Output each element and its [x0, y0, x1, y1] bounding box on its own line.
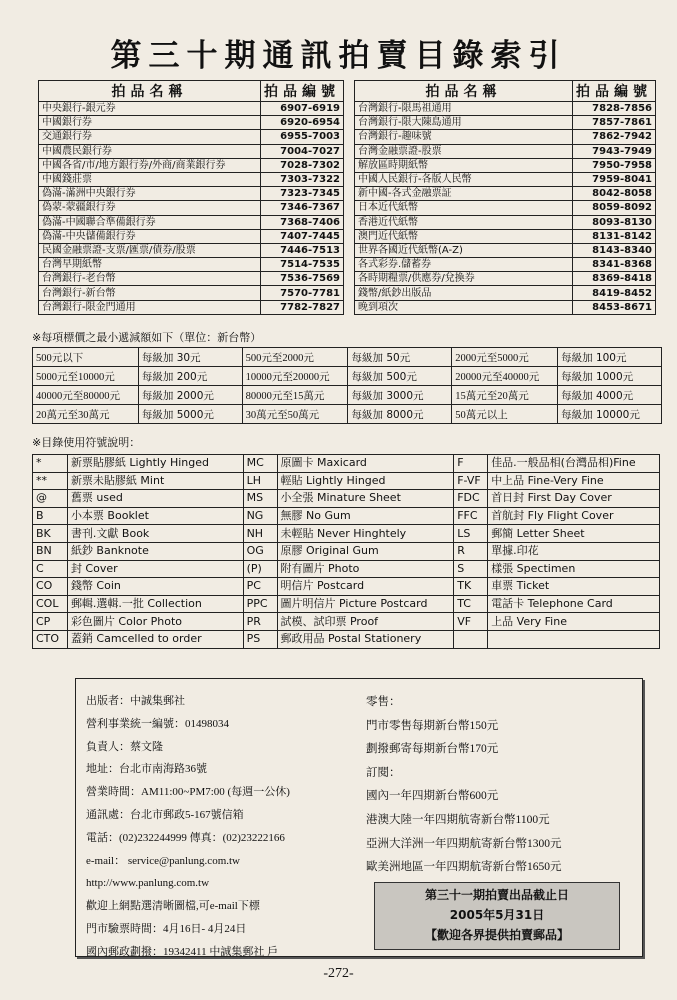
symbol-code: ** — [33, 472, 68, 490]
symbol-code: PS — [243, 630, 277, 648]
symbol-desc — [488, 630, 660, 648]
item-name: 台灣銀行-限金門通用 — [39, 300, 261, 314]
table-row — [355, 201, 656, 215]
item-code: 7862-7942 — [573, 130, 656, 144]
price-range: 20萬元至30萬元 — [33, 405, 139, 424]
item-code: 7368-7406 — [261, 215, 344, 229]
symbol-code: B — [33, 507, 68, 525]
symbol-code: BK — [33, 525, 68, 543]
item-code: 7028-7302 — [261, 158, 344, 172]
item-code: 7950-7958 — [573, 158, 656, 172]
publisher-line: 歡迎上網點選清晰圖檔,可e-mail下標 — [86, 900, 260, 913]
bid-step: 每級加 4000元 — [558, 386, 662, 405]
item-name: 交通銀行券 — [39, 130, 261, 144]
pricing-line: 國內一年四期新台幣600元 — [366, 790, 499, 803]
price-range: 15萬元至20萬元 — [452, 386, 558, 405]
item-code: 7536-7569 — [261, 272, 344, 286]
price-range: 10000元至20000元 — [242, 367, 348, 386]
symbol-code: MS — [243, 490, 277, 508]
bid-step: 每級加 10000元 — [558, 405, 662, 424]
symbol-desc: 郵政用品 Postal Stationery — [277, 630, 454, 648]
price-range: 500元至2000元 — [242, 348, 348, 367]
pricing-info — [366, 691, 562, 880]
symbol-desc: 小全張 Minature Sheet — [277, 490, 454, 508]
table-row — [33, 542, 660, 560]
symbol-desc: 未輕貼 Never Hinghtely — [277, 525, 454, 543]
symbol-desc: 蓋銷 Camcelled to order — [67, 630, 243, 648]
price-range: 2000元至5000元 — [452, 348, 558, 367]
item-name: 偽蒙-蒙疆銀行券 — [39, 201, 261, 215]
symbol-code: @ — [33, 490, 68, 508]
pricing-line: 訂閱： — [366, 766, 401, 779]
pricing-line: 亞洲大洋洲一年四期航寄新台幣1300元 — [366, 837, 562, 850]
publisher-line: 營業時間：AM11:00~PM7:00 (每週一公休) — [86, 786, 290, 799]
symbol-code: CTO — [33, 630, 68, 648]
item-code: 7346-7367 — [261, 201, 344, 215]
pricing-line: 港澳大陸一年四期航寄新台幣1100元 — [366, 813, 550, 826]
price-range: 40000元至80000元 — [33, 386, 139, 405]
price-range: 80000元至15萬元 — [242, 386, 348, 405]
publisher-line: 門市驗票時間：4月16日- 4月24日 — [86, 922, 247, 935]
item-name: 台灣銀行-趣味號 — [355, 130, 573, 144]
table-row — [355, 215, 656, 229]
symbol-code: COL — [33, 595, 68, 613]
symbol-code: NH — [243, 525, 277, 543]
table-row — [39, 229, 344, 243]
item-code: 7407-7445 — [261, 229, 344, 243]
symbol-desc: 附有圖片 Photo — [277, 560, 454, 578]
item-code: 7782-7827 — [261, 300, 344, 314]
item-code: 8419-8452 — [573, 286, 656, 300]
publisher-line: http://www.panlung.com.tw — [86, 877, 210, 890]
item-code: 7959-8041 — [573, 172, 656, 186]
symbol-code: PPC — [243, 595, 277, 613]
price-range: 30萬元至50萬元 — [242, 405, 348, 424]
item-name: 各時期糧票/供應券/兌換券 — [355, 272, 573, 286]
symbol-desc: 原圖卡 Maxicard — [277, 455, 454, 473]
table-row — [355, 102, 656, 116]
symbol-code: LS — [454, 525, 488, 543]
table-row — [39, 158, 344, 172]
table-row — [355, 300, 656, 314]
item-code: 8143-8340 — [573, 243, 656, 257]
col-header-name: 拍品名稱 — [355, 81, 573, 102]
symbols-note: ※目錄使用符號說明： — [32, 436, 141, 449]
item-name: 中國各省/市/地方銀行券/外商/商業銀行券 — [39, 158, 261, 172]
deadline-title: 第三十一期拍賣出品截止日 — [424, 888, 569, 902]
symbol-code: FFC — [454, 507, 488, 525]
item-name: 澳門近代紙幣 — [355, 229, 573, 243]
item-code: 6920-6954 — [261, 116, 344, 130]
symbol-desc: 樣張 Spectimen — [488, 560, 660, 578]
bid-step: 每級加 30元 — [138, 348, 242, 367]
item-name: 中國銀行券 — [39, 116, 261, 130]
page-number: -272- — [323, 966, 354, 981]
table-row — [33, 507, 660, 525]
item-code: 7857-7861 — [573, 116, 656, 130]
symbol-code: FDC — [454, 490, 488, 508]
symbol-desc: 電話卡 Telephone Card — [488, 595, 660, 613]
table-row — [39, 102, 344, 116]
symbol-code: CP — [33, 613, 68, 631]
item-code: 8453-8671 — [573, 300, 656, 314]
pricing-line: 門市零售每期新台幣150元 — [366, 719, 499, 732]
symbol-desc: 書刊.文獻 Book — [67, 525, 243, 543]
item-code: 8042-8058 — [573, 187, 656, 201]
bid-step: 每級加 3000元 — [348, 386, 452, 405]
symbol-code: F-VF — [454, 472, 488, 490]
item-name: 錢幣/紙鈔出版品 — [355, 286, 573, 300]
symbol-desc: 錢幣 Coin — [67, 578, 243, 596]
item-code: 7570-7781 — [261, 286, 344, 300]
deadline-date: 2005年5月31日 — [449, 908, 545, 922]
table-row — [355, 130, 656, 144]
price-range: 20000元至40000元 — [452, 367, 558, 386]
item-code: 7004-7027 — [261, 144, 344, 158]
symbol-desc: 新票未貼膠紙 Mint — [67, 472, 243, 490]
table-row — [39, 201, 344, 215]
table-row — [39, 300, 344, 314]
table-row — [355, 187, 656, 201]
symbols-table — [32, 454, 660, 649]
publisher-line: 出版者：中誠集郵社 — [86, 695, 185, 707]
publisher-line: 電話：(02)232244999 傳真：(02)23222166 — [86, 831, 285, 844]
symbol-desc: 上品 Very Fine — [488, 613, 660, 631]
bid-step: 每級加 50元 — [348, 348, 452, 367]
table-row — [39, 116, 344, 130]
pricing-line: 劃撥郵寄每期新台幣170元 — [366, 743, 499, 756]
table-row — [33, 525, 660, 543]
symbol-code: PC — [243, 578, 277, 596]
item-name: 偽滿-滿洲中央銀行券 — [39, 187, 261, 201]
table-row — [33, 560, 660, 578]
symbol-desc: 首日封 First Day Cover — [488, 490, 660, 508]
item-code: 8341-8368 — [573, 258, 656, 272]
price-range: 500元以下 — [33, 348, 139, 367]
item-name: 民國金融票證-支票/匯票/債券/股票 — [39, 243, 261, 257]
symbol-code: OG — [243, 542, 277, 560]
index-table-left — [38, 80, 344, 315]
item-code: 6907-6919 — [261, 102, 344, 116]
symbol-desc: 車票 Ticket — [488, 578, 660, 596]
item-code: 7828-7856 — [573, 102, 656, 116]
symbol-code: MC — [243, 455, 277, 473]
item-name: 台灣早期紙幣 — [39, 258, 261, 272]
table-row — [355, 144, 656, 158]
item-code: 6955-7003 — [261, 130, 344, 144]
item-code: 8059-8092 — [573, 201, 656, 215]
symbol-desc: 試模、試印票 Proof — [277, 613, 454, 631]
symbol-code: C — [33, 560, 68, 578]
symbol-desc: 明信片 Postcard — [277, 578, 454, 596]
item-name: 偽滿-中國聯合準備銀行券 — [39, 215, 261, 229]
bid-step: 每級加 200元 — [138, 367, 242, 386]
deadline-note: 【歡迎各界提供拍賣郵品】 — [424, 928, 569, 942]
table-row — [355, 229, 656, 243]
symbol-code: PR — [243, 613, 277, 631]
table-row — [39, 215, 344, 229]
item-name: 各式彩券.儲蓄券 — [355, 258, 573, 272]
symbol-code: VF — [454, 613, 488, 631]
symbol-code: (P) — [243, 560, 277, 578]
item-code: 7514-7535 — [261, 258, 344, 272]
table-row — [355, 116, 656, 130]
symbol-code: S — [454, 560, 488, 578]
col-header-code: 拍品編號 — [573, 81, 656, 102]
item-code: 7303-7322 — [261, 172, 344, 186]
price-range: 50萬元以上 — [452, 405, 558, 424]
table-row — [39, 187, 344, 201]
table-row — [39, 272, 344, 286]
symbol-desc: 小本票 Booklet — [67, 507, 243, 525]
table-row — [355, 243, 656, 257]
pricing-line: 歐美洲地區一年四期航寄新台幣1650元 — [366, 861, 562, 874]
table-row — [39, 258, 344, 272]
symbol-code: LH — [243, 472, 277, 490]
publisher-line: e-mail： service@panlung.com.tw — [86, 854, 240, 867]
item-name: 解放區時期紙幣 — [355, 158, 573, 172]
table-row — [39, 144, 344, 158]
table-row — [33, 472, 660, 490]
symbol-code — [454, 630, 488, 648]
bid-step: 每級加 5000元 — [138, 405, 242, 424]
item-code: 8131-8142 — [573, 229, 656, 243]
item-name: 晚到項次 — [355, 300, 573, 314]
bid-step: 每級加 100元 — [558, 348, 662, 367]
item-name: 台灣銀行-限大陳島通用 — [355, 116, 573, 130]
symbol-desc: 首航封 Fly Flight Cover — [488, 507, 660, 525]
table-row — [33, 367, 662, 386]
bid-step: 每級加 2000元 — [138, 386, 242, 405]
symbol-code: F — [454, 455, 488, 473]
publisher-line: 通訊處：台北市郵政5-167號信箱 — [86, 808, 244, 821]
symbol-desc: 郵簡 Letter Sheet — [488, 525, 660, 543]
publisher-line: 負責人：蔡文隆 — [86, 740, 163, 753]
symbol-desc: 單據.印花 — [488, 542, 660, 560]
item-name: 世界各國近代紙幣(A-Z) — [355, 243, 573, 257]
item-name: 新中國-各式金融票証 — [355, 187, 573, 201]
table-row — [355, 286, 656, 300]
symbol-desc: 佳品.一般品相(台灣品相)Fine — [488, 455, 660, 473]
table-row — [33, 386, 662, 405]
table-row — [33, 405, 662, 424]
bid-step: 每級加 1000元 — [558, 367, 662, 386]
increment-table — [32, 347, 662, 424]
table-row — [355, 172, 656, 186]
item-name: 台灣銀行-限馬祖通用 — [355, 102, 573, 116]
index-table-right — [354, 80, 656, 315]
symbol-code: * — [33, 455, 68, 473]
page-title: 第三十期通訊拍賣目錄索引 — [110, 38, 567, 74]
symbol-code: R — [454, 542, 488, 560]
table-row — [33, 455, 660, 473]
symbol-code: NG — [243, 507, 277, 525]
pricing-line: 零售： — [366, 696, 401, 708]
item-code: 7943-7949 — [573, 144, 656, 158]
table-row — [39, 243, 344, 257]
table-row — [355, 158, 656, 172]
symbol-code: CO — [33, 578, 68, 596]
col-header-name: 拍品名稱 — [39, 81, 261, 102]
item-code: 7446-7513 — [261, 243, 344, 257]
table-row — [33, 490, 660, 508]
symbol-code: BN — [33, 542, 68, 560]
item-name: 偽滿-中央儲備銀行券 — [39, 229, 261, 243]
col-header-code: 拍品編號 — [261, 81, 344, 102]
item-name: 香港近代紙幣 — [355, 215, 573, 229]
deadline-box — [374, 882, 620, 950]
symbol-desc: 圖片明信片 Picture Postcard — [277, 595, 454, 613]
table-row — [355, 258, 656, 272]
symbol-desc: 原膠 Original Gum — [277, 542, 454, 560]
item-code: 8093-8130 — [573, 215, 656, 229]
item-code: 7323-7345 — [261, 187, 344, 201]
item-name: 台灣銀行-新台幣 — [39, 286, 261, 300]
symbol-desc: 郵輯.選輯.一批 Collection — [67, 595, 243, 613]
table-row — [39, 286, 344, 300]
symbol-desc: 彩色圖片 Color Photo — [67, 613, 243, 631]
item-name: 台灣銀行-老台幣 — [39, 272, 261, 286]
table-row — [33, 348, 662, 367]
symbol-desc: 新票貼膠紙 Lightly Hinged — [67, 455, 243, 473]
table-row — [39, 172, 344, 186]
item-name: 中國農民銀行券 — [39, 144, 261, 158]
table-row — [33, 595, 660, 613]
item-name: 中國人民銀行-各版人民幣 — [355, 172, 573, 186]
symbol-desc: 中上品 Fine-Very Fine — [488, 472, 660, 490]
table-row — [355, 272, 656, 286]
table-row — [33, 613, 660, 631]
symbol-desc: 紙鈔 Banknote — [67, 542, 243, 560]
bid-step: 每級加 500元 — [348, 367, 452, 386]
increment-note: ※每項標價之最小遞減額如下（單位：新台幣） — [32, 331, 262, 344]
table-row — [33, 630, 660, 648]
symbol-desc: 輕貼 Lightly Hinged — [277, 472, 454, 490]
table-row — [39, 130, 344, 144]
publisher-info — [86, 690, 290, 964]
publisher-line: 國內郵政劃撥：19342411 中誠集郵社 戶 — [86, 945, 279, 958]
symbol-desc: 封 Cover — [67, 560, 243, 578]
symbol-desc: 無膠 No Gum — [277, 507, 454, 525]
publisher-line: 營利事業統一編號：01498034 — [86, 717, 229, 730]
symbol-code: TC — [454, 595, 488, 613]
symbol-code: TK — [454, 578, 488, 596]
item-name: 中國錢莊票 — [39, 172, 261, 186]
item-name: 中央銀行-銀元券 — [39, 102, 261, 116]
item-code: 8369-8418 — [573, 272, 656, 286]
item-name: 台灣金融票證-股票 — [355, 144, 573, 158]
publisher-line: 地址：台北市南海路36號 — [86, 763, 207, 776]
symbol-desc: 舊票 used — [67, 490, 243, 508]
item-name: 日本近代紙幣 — [355, 201, 573, 215]
bid-step: 每級加 8000元 — [348, 405, 452, 424]
table-row — [33, 578, 660, 596]
price-range: 5000元至10000元 — [33, 367, 139, 386]
